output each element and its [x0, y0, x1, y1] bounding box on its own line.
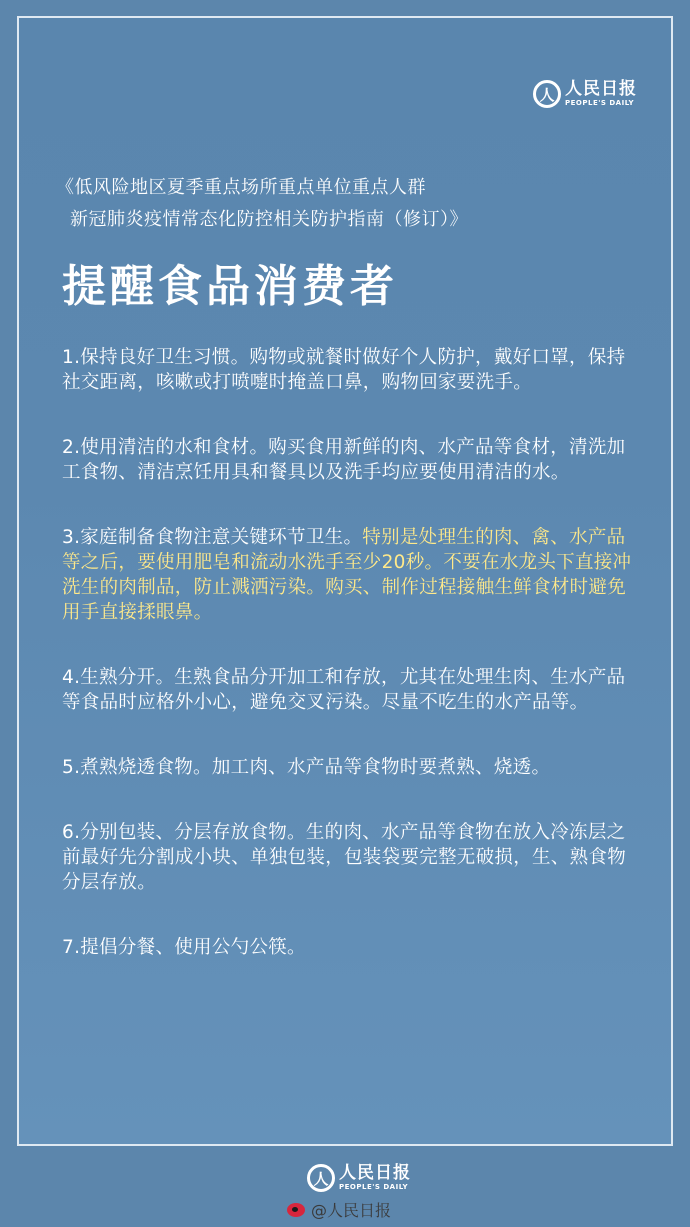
- tip-item: 1.保持良好卫生习惯。购物或就餐时做好个人防护，戴好口罩，保持社交距离，咳嗽或打喷嚏时掩盖口鼻，购物回家要洗手。: [62, 347, 626, 393]
- tip-item: 2.使用清洁的水和食材。购买食用新鲜的肉、水产品等食材，清洗加工食物、清洁烹饪用具和餐具以及洗手均应要使用清洁的水。: [62, 437, 626, 483]
- logo-cn: 人民日报: [339, 1163, 411, 1183]
- subtitle-line-1: 《低风险地区夏季重点场所重点单位重点人群: [56, 177, 426, 198]
- page-title: 提醒食品消费者: [62, 261, 398, 312]
- logo-cn: 人民日报: [565, 79, 637, 99]
- logo-en: PEOPLE'S DAILY: [339, 1183, 409, 1191]
- at-icon: 人: [533, 80, 561, 108]
- tip-item: 6.分别包装、分层存放食物。生的肉、水产品等食物在放入冷冻层之前最好先分割成小块、单独包装，包装袋要完整无破损，生、熟食物分层存放。: [62, 822, 627, 893]
- tip-highlight: 特别是处理生的肉、禽、水产品等之后，要使用肥皂和流动水洗手至少20秒。不要在水龙头下直接冲洗生的肉制品，防止溅洒污染。购买、制作过程接触生鲜食材时避免用手直接揉眼鼻。: [62, 527, 632, 623]
- tip-item: 5.煮熟烧透食物。加工肉、水产品等食物时要煮熟、烧透。: [62, 757, 551, 778]
- tips-list: [62, 345, 642, 1000]
- subtitle-line-2: 新冠肺炎疫情常态化防控相关防护指南（修订）》: [70, 209, 468, 230]
- weibo-watermark: [287, 1198, 391, 1221]
- tip-item: [62, 525, 642, 625]
- at-icon: 人: [307, 1164, 335, 1192]
- weibo-icon: [287, 1203, 305, 1217]
- guideline-subtitle: [56, 172, 468, 236]
- peoples-daily-logo-bottom: [307, 1164, 411, 1192]
- peoples-daily-logo: [533, 80, 637, 108]
- watermark-text: @人民日报: [311, 1201, 392, 1220]
- tip-item: 7.提倡分餐、使用公勺公筷。: [62, 937, 306, 958]
- tip-item: 4.生熟分开。生熟食品分开加工和存放，尤其在处理生肉、生水产品等食品时应格外小心，避免交叉污染。尽量不吃生的水产品等。: [62, 667, 626, 713]
- logo-en: PEOPLE'S DAILY: [565, 99, 635, 107]
- tip-text: 3.家庭制备食物注意关键环节卫生。: [62, 527, 363, 548]
